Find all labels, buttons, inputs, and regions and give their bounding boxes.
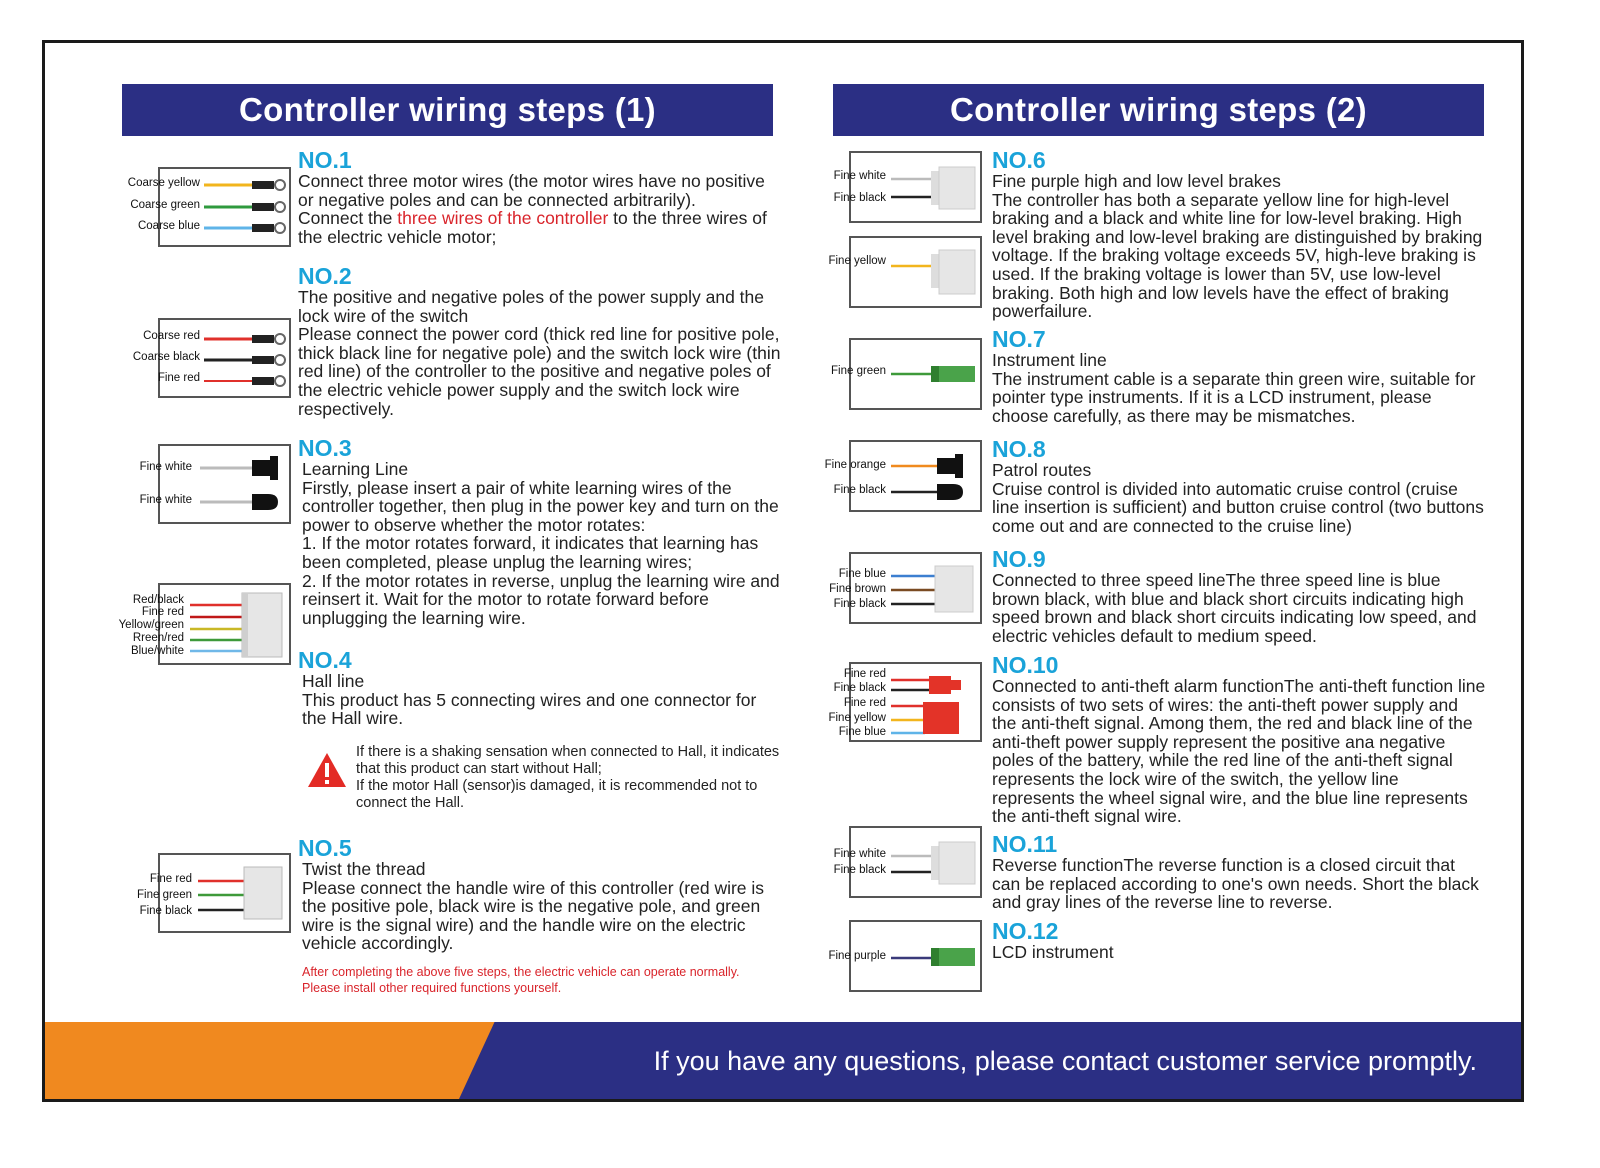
cruise-illustration — [851, 442, 980, 510]
wire-label: Fine red — [843, 697, 886, 709]
step-8-title: NO.8 — [992, 436, 1046, 462]
step-5-subtitle: Twist the thread — [302, 859, 426, 879]
cruise-wires-diagram — [849, 440, 982, 512]
warning-icon — [306, 751, 348, 789]
header-steps-2: Controller wiring steps (2) — [833, 84, 1484, 136]
step-6-body: The controller has both a separate yellow line for high-level braking and a black and white line for low-level braking. High level braking and low-level braking are distinguished by braking voltage. If the braking voltage exceeds 5V, high-leve braking is used. If the braking voltage is lower than 5V, use low-level braking. Both high and low levels have the effect of braking powerfailure. — [992, 189, 1483, 322]
low-brake-illustration — [851, 153, 980, 221]
wire-label: Coarse yellow — [127, 177, 200, 189]
step-7-subtitle: Instrument line — [992, 350, 1107, 370]
wire-label: Fine orange — [824, 459, 886, 471]
step-3-subtitle: Learning Line — [302, 459, 409, 479]
footer-orange-band — [45, 1022, 495, 1099]
reverse-illustration — [851, 828, 980, 896]
step-4-subtitle: Hall line — [302, 671, 365, 691]
step-3-item-1: 1. If the motor rotates forward, it indicates that learning has been completed, please unplug the learning wires; — [302, 533, 759, 572]
step-2-subtitle: The positive and negative poles of the power supply and the lock wire of the switch — [298, 287, 765, 326]
wire-label: Fine black — [833, 864, 886, 876]
wire-label: Fine green — [137, 889, 192, 901]
completion-note-1: After completing the above five steps, the electric vehicle can operate normally. — [302, 965, 740, 979]
step-10-title: NO.10 — [992, 652, 1059, 678]
step-6-subtitle: Fine purple high and low level brakes — [992, 171, 1281, 191]
step-6-title: NO.6 — [992, 147, 1046, 173]
wire-label: Fine white — [139, 461, 192, 473]
step-1 — [298, 148, 784, 246]
step-2-body: Please connect the power cord (thick red line for positive pole, thick black line for negative pole) and the switch lock wire (thin red line) of the controller to the positive and negative poles of the electric vehicle power supply and the switch lock wire respectively. — [298, 324, 781, 419]
step-11 — [992, 832, 1486, 912]
step-12-body: LCD instrument — [992, 942, 1114, 962]
step-5-title: NO.5 — [298, 835, 352, 861]
step-7 — [992, 327, 1486, 425]
hall-warning-2: If the motor Hall (sensor)is damaged, it is recommended not to connect the Hall. — [356, 778, 758, 811]
hall-warning — [356, 744, 781, 812]
wire-label: Fine blue — [838, 726, 886, 738]
step-7-body: The instrument cable is a separate thin green wire, suitable for pointer type instruments. If it is a LCD instrument, please choose carefully, as there may be mismatches. — [992, 368, 1476, 426]
step-3-body: Firstly, please insert a pair of white learning wires of the controller together, then plug in the power key and turn on the power to observe whether the motor rotates: — [302, 477, 779, 535]
wire-label: Fine red — [843, 668, 886, 680]
wire-label: Blue/white — [130, 645, 184, 657]
wire-label: Fine red — [141, 606, 184, 618]
step-8 — [992, 437, 1486, 535]
step-4-body: This product has 5 connecting wires and one connector for the Hall wire. — [302, 689, 757, 729]
step-9-body: Connected to three speed lineThe three speed line is blue brown black, with blue and black short circuits indicating high speed brown and black short circuits indicating low speed, and electric vehicles default to medium speed. — [992, 570, 1477, 646]
step-2 — [298, 264, 784, 418]
low-brake-wires-diagram — [849, 151, 982, 223]
step-8-subtitle: Patrol routes — [992, 460, 1092, 480]
wire-label: Fine blue — [838, 568, 886, 580]
wire-label: Fine red — [157, 372, 200, 384]
wire-label: Fine yellow — [828, 712, 886, 724]
step-11-title: NO.11 — [992, 831, 1058, 857]
completion-note-2: Please install other required functions yourself. — [302, 981, 562, 995]
wire-label: Coarse green — [130, 199, 200, 211]
wire-label: Fine black — [833, 682, 886, 694]
learning-wires-diagram — [158, 444, 291, 524]
wire-label: Fine yellow — [828, 255, 886, 267]
step-1-body-2: Connect the three wires of the controller to the three wires of the electric vehicle motor; — [298, 208, 767, 247]
step-12-title: NO.12 — [992, 918, 1059, 944]
wire-label: Fine black — [833, 192, 886, 204]
step-12 — [992, 919, 1486, 962]
wire-label: Red/black — [132, 594, 184, 606]
step-10 — [992, 653, 1486, 826]
footer-contact-text: If you have any questions, please contact customer service promptly. — [653, 1046, 1477, 1076]
step-3-title: NO.3 — [298, 435, 352, 461]
step-9-title: NO.9 — [992, 546, 1046, 572]
wire-label: Fine red — [149, 873, 192, 885]
wire-label: Fine black — [139, 905, 192, 917]
high-brake-wire-diagram — [849, 236, 982, 308]
header-steps-1: Controller wiring steps (1) — [122, 84, 773, 136]
wire-label: Coarse blue — [137, 220, 200, 232]
wire-label: Fine white — [833, 170, 886, 182]
step-6 — [992, 148, 1486, 321]
step-9 — [992, 547, 1486, 645]
wire-label: Rreen/red — [132, 632, 184, 644]
reverse-wires-diagram — [849, 826, 982, 898]
step-2-title: NO.2 — [298, 263, 352, 289]
wire-label: Fine black — [833, 484, 886, 496]
step-3 — [298, 436, 784, 627]
step-4-title: NO.4 — [298, 647, 352, 673]
step-10-body: Connected to anti-theft alarm functionThe anti-theft function line consists of two sets of wires: the anti-theft power supply and the anti-theft signal. Among them, the red and black line of the anti-theft power supply represent the positive ana negative poles of the battery, while the red line of the anti-theft signal represents the lock wire of the switch, the yellow line represents the wheel signal wire, and the blue line represents the anti-theft signal wire. — [992, 676, 1486, 827]
footer-banner — [45, 1022, 1521, 1099]
step-1-title: NO.1 — [298, 147, 352, 173]
wire-label: Coarse black — [132, 351, 200, 363]
hall-warning-1: If there is a shaking sensation when connected to Hall, it indicates that this product can start without Hall; — [356, 744, 780, 777]
wire-label: Fine green — [831, 365, 886, 377]
step-1-body: Connect three motor wires (the motor wires have no positive or negative poles and can be connected arbitrarily). — [298, 171, 765, 210]
wire-label: Fine purple — [828, 950, 886, 962]
wire-label: Fine white — [833, 848, 886, 860]
step-3-item-2: 2. If the motor rotates in reverse, unplug the learning wire and reinsert it. Wait for the motor to rotate forward before unplugging the learning wire. — [302, 570, 780, 628]
high-brake-illustration — [851, 238, 980, 306]
step-4 — [298, 648, 784, 728]
step-7-title: NO.7 — [992, 326, 1046, 352]
step-8-body: Cruise control is divided into automatic cruise control (cruise line insertion is sufficient) and button cruise control (two buttons come out and are connected to the cruise line) — [992, 478, 1484, 536]
wire-label: Coarse red — [143, 330, 200, 342]
wire-label: Yellow/green — [118, 619, 184, 631]
step-5 — [298, 836, 784, 953]
completion-note — [302, 964, 740, 996]
step-5-body: Please connect the handle wire of this controller (red wire is the positive pole, black wire is the negative pole, and green wire is the signal wire) and the handle wire on the electric vehicle accordingly. — [302, 877, 765, 954]
learning-wires-illustration — [160, 446, 289, 522]
wire-label: Fine brown — [829, 583, 886, 595]
wire-label: Fine white — [139, 494, 192, 506]
wire-label: Fine black — [833, 598, 886, 610]
step-11-body: Reverse functionThe reverse function is a closed circuit that can be replaced according to one's own needs. Short the black and gray lines of the reverse line to reverse. — [992, 855, 1479, 913]
